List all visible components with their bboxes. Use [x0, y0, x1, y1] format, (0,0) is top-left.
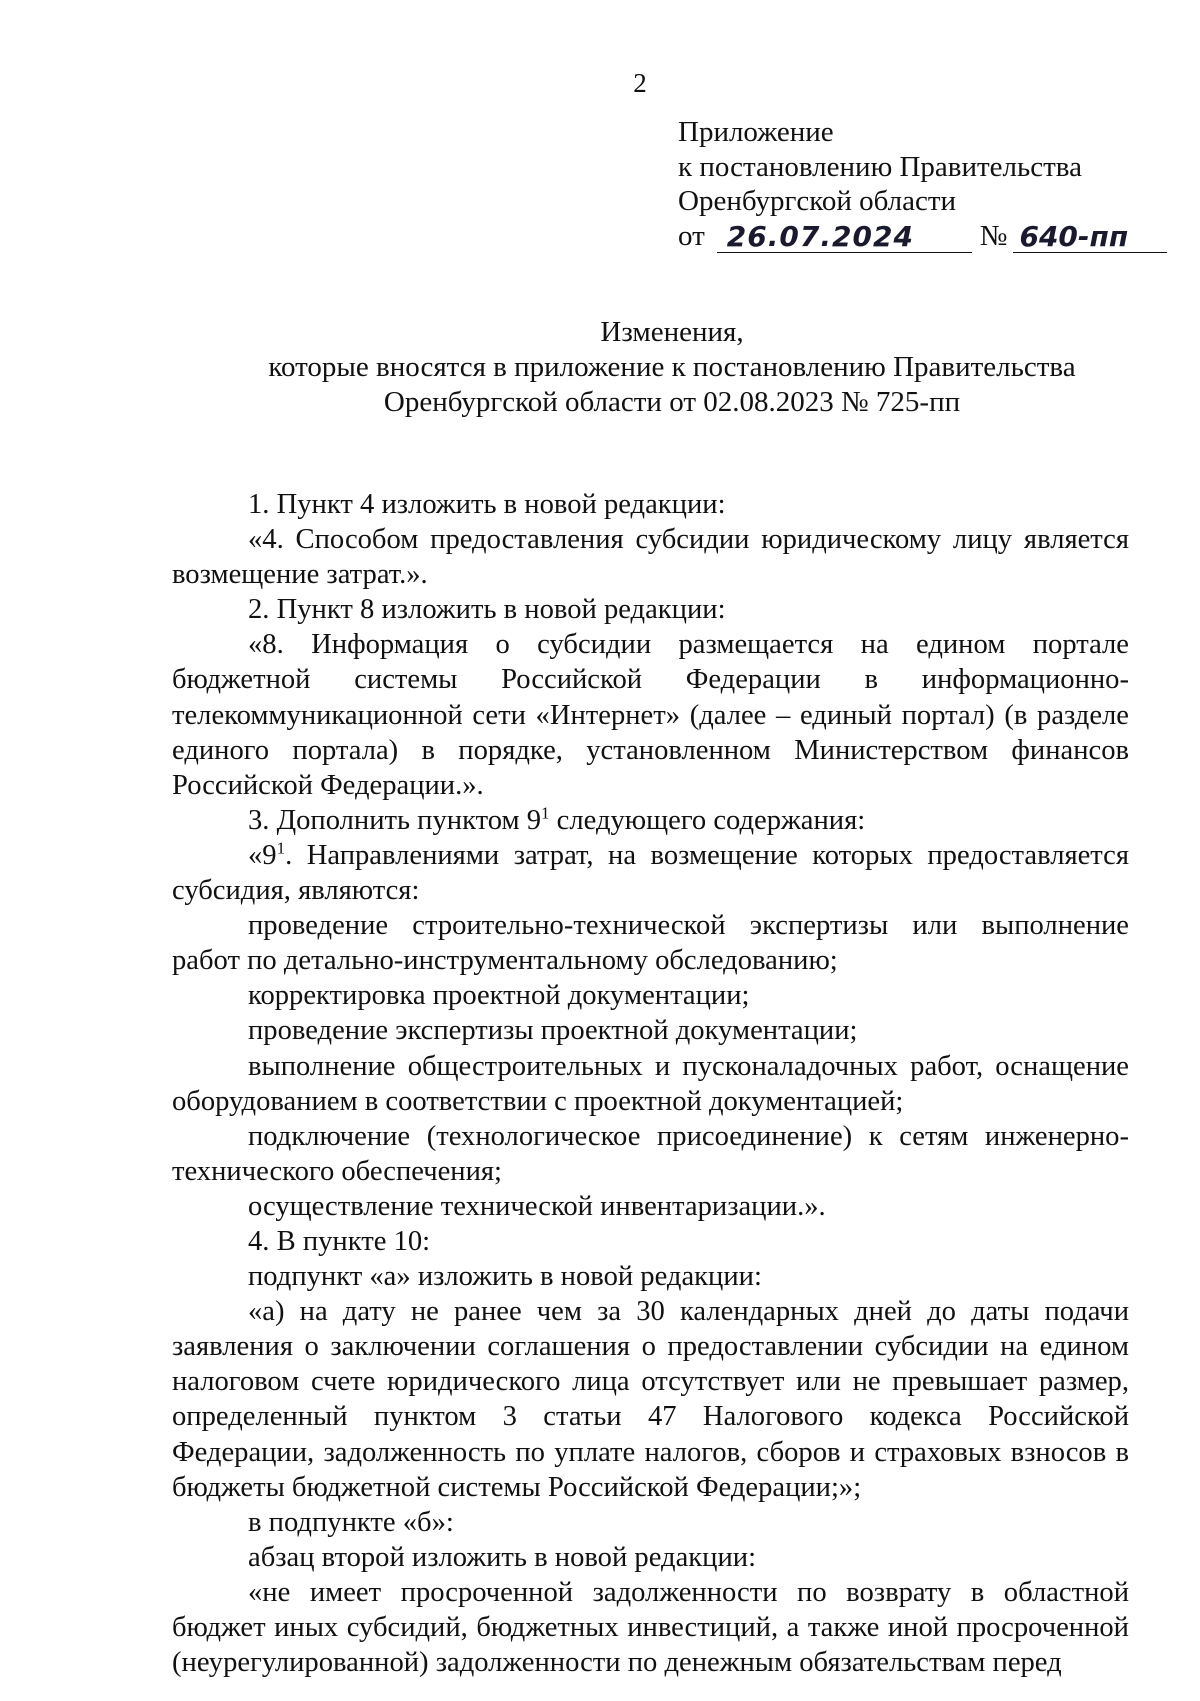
paragraph: абзац второй изложить в новой редакции: [248, 1541, 757, 1573]
handwritten-date: 26.07.2024 [717, 222, 972, 253]
appendix-date-number-row [678, 219, 1167, 254]
page-number: 2 [633, 68, 647, 98]
paragraph: подпункт «а» изложить в новой редакции: [248, 1261, 762, 1293]
paragraph: осуществление технической инвентаризации.». [248, 1190, 826, 1222]
document-title [172, 315, 1172, 420]
paragraph: 2. Пункт 8 изложить в новой редакции: [248, 594, 726, 626]
paragraph [172, 803, 1129, 838]
appendix-heading: Приложение [678, 116, 834, 148]
paragraph: проведение экспертизы проектной документации; [248, 1015, 858, 1047]
paragraph-text: . Направлениями затрат, на возмещение которых предоставляется субсидия, являются: [172, 839, 1129, 907]
document-body [172, 487, 1129, 1680]
title-line-3: Оренбургской области от 02.08.2023 № 725-пп [383, 386, 961, 418]
number-label: № [979, 219, 1008, 252]
paragraph: 1. Пункт 4 изложить в новой редакции: [248, 489, 726, 520]
paragraph: подключение (технологическое присоединение) к сетям инженерно-технического обеспечения; [172, 1120, 1129, 1187]
paragraph [172, 838, 1129, 908]
paragraph: 4. В пункте 10: [248, 1225, 431, 1257]
superscript: 1 [541, 803, 550, 823]
paragraph-text: 3. Дополнить пунктом 9 [248, 804, 542, 836]
paragraph: выполнение общестроительных и пусконаладочных работ, оснащение оборудованием в соответствии с проектной документацией; [172, 1050, 1129, 1117]
paragraph: в подпункте «б»: [248, 1506, 454, 1538]
appendix-line-3: Оренбургской области [678, 185, 957, 217]
paragraph: «8. Информация о субсидии размещается на едином портале бюджетной системы Российской Федерации в информационно-телекоммуникационной сети «Интернет» (далее – единый портал) (в разделе единого портала) в порядке, установленном Министерством финансов Российской Федерации.». [172, 629, 1129, 801]
date-label: от [678, 219, 705, 252]
paragraph: «4. Способом предоставления субсидии юридическому лицу является возмещение затрат.». [172, 524, 1129, 591]
appendix-block [678, 115, 1167, 253]
title-line-1: Изменения, [600, 316, 744, 348]
paragraph: корректировка проектной документации; [248, 980, 750, 1012]
title-line-2: которые вносятся в приложение к постановлению Правительства [268, 351, 1076, 383]
appendix-line-2: к постановлению Правительства [678, 150, 1082, 183]
paragraph: «а) на дату не ранее чем за 30 календарных дней до даты подачи заявления о заключении соглашения о предоставлении субсидии на едином налоговом счете юридического лица отсутствует или не превышает размер, определенный пунктом 3 статьи 47 Налогового кодекса Российской Федерации, задолженность по уплате налогов, сборов и страховых взносов в бюджеты бюджетной системы Российской Федерации;»; [172, 1296, 1129, 1503]
handwritten-number: 640-пп [1013, 222, 1167, 253]
superscript: 1 [276, 838, 286, 858]
paragraph: «не имеет просроченной задолженности по возврату в областной бюджет иных субсидий, бюджетных инвестиций, а также иной просроченной (неурегулированной) задолженности по денежным обязательствам перед [172, 1576, 1129, 1679]
paragraph: проведение строительно-технической экспертизы или выполнение работ по детально-инструментальному обследованию; [172, 910, 1129, 977]
paragraph-text: «9 [248, 839, 277, 871]
paragraph-text: следующего содержания: [549, 804, 866, 836]
